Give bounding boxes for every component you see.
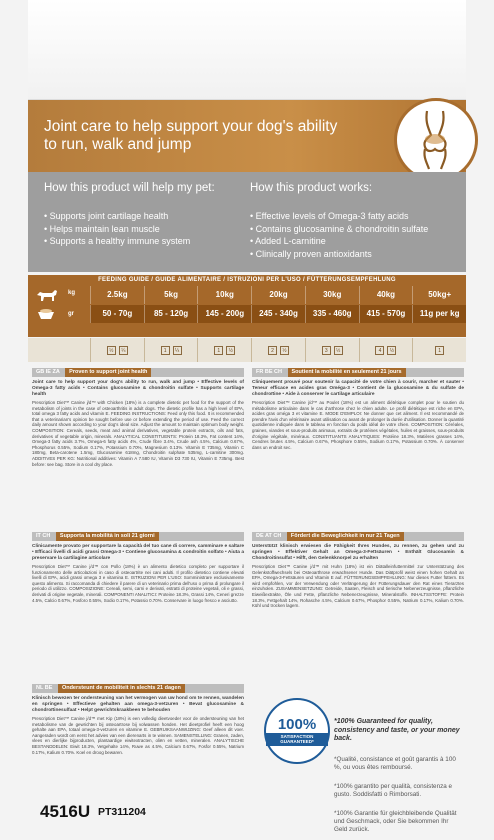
weight-cell: 2.5kg — [90, 286, 144, 304]
batch-code: PT311204 — [98, 806, 146, 818]
bag-top-area — [28, 0, 466, 100]
amount-cell: 11g per kg — [412, 305, 466, 323]
weight-cell: 10kg — [197, 286, 251, 304]
amount-cell: 50 - 70g — [90, 305, 144, 323]
weight-cell: 30kg — [305, 286, 359, 304]
section-bar-gb — [32, 368, 244, 377]
country-codes: FR BE CH — [256, 369, 282, 375]
section-text-de — [252, 544, 464, 622]
cup-icon: 3 ½ — [305, 338, 359, 362]
how-help-list — [44, 210, 190, 248]
weight-cell: 40kg — [359, 286, 413, 304]
section-tag: Proven to support joint health — [65, 368, 151, 377]
section-lead: Klinisch bewezen ter ondersteuning van het vermogen van uw hond om te rennen, wandelen en springen • Effectieve gehalten aan omega-3-vetzuren • Bevat glucosamine & chondroïtinesulfaat • Helpt gewrichtskraakbeen te behouden — [32, 696, 244, 713]
amount-cell: 145 - 200g — [197, 305, 251, 323]
country-codes: DE AT CH — [256, 533, 282, 539]
section-lead: Unterstützt klinisch erwiesen die Fähigkeit Ihres Hundes, zu rennen, zu gehen und zu springen • Effektiver Gehalt an Omega-3-Fettsäuren • Enthält Glucosamin & Chondroitinsulfat • Hilft, den Gelenkknorpel zu erhalten — [252, 544, 464, 561]
section-tag: Soutient la mobilité en seulement 21 jours — [288, 368, 406, 377]
section-bar-it — [32, 532, 244, 541]
list-item: • Contains glucosamine & chondroitin sulfate — [250, 223, 428, 236]
weight-cell: 5kg — [144, 286, 198, 304]
section-body: Prescription Diet™ Canine j/d™ au Poulet (18%) est un aliment diététique complet pour le soutien du métabolisme articulaire dans le cas d'arthrose chez le chien adulte. Le profil diététique est riche en EPA, acides gras oméga 3 et vitamine E. MODE D'EMPLOI: Ne donner que cet aliment. Il est recommandé de prendre l'avis d'un vétérinaire avant utilisation ou avant de prolonger la durée d'utilisation. Donner la quantité quotidienne indiquée dans le tableau en fonction du poids idéal de votre chien. COMPOSITION: Céréales, graines, viandes et sous-produits animaux, extraits de protéines végétales, huiles et graisses, sous-produits d'origine végétale, minéraux. CONSTITUANTS ANALYTIQUES: Protéine 18.3%, Matières grasses 14%, Cendres brutes 4.5%, Calcium 0.67%, Phosphore 0.55%, Sodium 0.17%, Potassium 0.70%. À conserver dans un endroit sec. — [252, 400, 464, 450]
cup-icons-row — [28, 338, 466, 362]
cup-icon: 4 ½ — [359, 338, 413, 362]
list-item: • Supports a healthy immune system — [44, 235, 190, 248]
badge-text: SATISFACTION GUARANTEED* — [266, 733, 328, 746]
section-bar-de — [252, 532, 464, 541]
section-text-it — [32, 544, 244, 622]
cup-icon: 1 ¼ — [144, 338, 198, 362]
country-codes: NL BE — [36, 685, 53, 691]
section-text-nl — [32, 696, 244, 792]
joint-icon — [394, 98, 478, 182]
country-codes: IT CH — [36, 533, 51, 539]
section-tag: Ondersteunt de mobiliteit in slechts 21 dagen — [58, 684, 185, 693]
section-tag: Fördert die Beweglichkeit in nur 21 Tagen — [287, 532, 404, 541]
country-codes: GB IE ZA — [36, 369, 60, 375]
list-item: • Clinically proven antioxidants — [250, 248, 428, 261]
guarantee-it: *100% garantito per qualità, consistenza e gusto. Soddisfatti o Rimborsati. — [334, 783, 452, 798]
section-body: Prescription Diet™ Canine j/d™ mit Huhn (18%) ist ein Diätalleinfuttermittel zur Unterstützung des Gelenkstoffwechsels bei Osteoarthrose erwachsener Hunde. Das Diätprofil weist einen hohen Gehalt an EPA, Omega-3-Fettsäuren und Vitamin E auf. FÜTTERUNGSEMPFEHLUNG: Nur dieses Futter füttern. Es wird empfohlen, vor der Verwendung oder Verlängerung der Fütterungsdauer den Rat eines Tierarztes einzuholen. ZUSAMMENSETZUNG: Getreide, Saaten, Fleisch und tierische Nebenerzeugnisse, pflanzliche Eiweißextrakte, Öle und Fette, pflanzliche Nebenerzeugnisse, Mineralstoffe. INHALTSSTOFFE: Protein 18.3%, Fettgehalt 14%, Rohasche 4.5%, Calcium 0.67%, Phosphor 0.55%, Natrium 0.17%, Kalium 0.70%. Kühl und trocken lagern. — [252, 564, 464, 609]
list-item: • Added L-carnitine — [250, 235, 428, 248]
amount-row — [90, 305, 466, 323]
guarantee-fr: *Qualité, consistance et goût garantis à 100 %, ou vous êtes remboursé. — [334, 756, 456, 771]
how-works-list — [250, 210, 428, 260]
guarantee-en: *100% Guaranteed for quality, consistency and taste, or your money back. — [334, 718, 460, 743]
section-tag: Supporta la mobilità in soli 21 giorni — [56, 532, 159, 541]
kg-unit: kg — [68, 290, 76, 296]
section-text-fr — [252, 380, 464, 450]
section-lead: Clinicamente provato per supportare la capacità del tuo cane di correre, camminare e saltare • Efficaci livelli di acidi grassi Omega-3 • Contiene glucosamina & condroitin solfato • Aiuta a preservare la cartilagine articolare — [32, 544, 244, 561]
weight-cell: 20kg — [251, 286, 305, 304]
list-item: • Helps maintain lean muscle — [44, 223, 190, 236]
product-code: 4516U — [40, 802, 91, 821]
how-works-title: How this product works: — [250, 182, 373, 194]
section-text-gb — [32, 380, 244, 467]
section-bar-nl — [32, 684, 244, 693]
cup-icon: 1 — [412, 338, 466, 362]
bowl-icon — [36, 307, 56, 321]
weight-cell: 50kg+ — [412, 286, 466, 304]
amount-cell: 415 - 570g — [359, 305, 413, 323]
cup-icon: 2 ½ — [251, 338, 305, 362]
feeding-guide-title: FEEDING GUIDE / GUIDE ALIMENTAIRE / ISTRUZIONI PER L'USO / FÜTTERUNGSEMPFEHLUNG — [98, 277, 396, 283]
list-item: • Supports joint cartilage health — [44, 210, 190, 223]
section-bar-fr — [252, 368, 464, 377]
badge-percent: 100% — [277, 715, 317, 733]
amount-cell: 335 - 460g — [305, 305, 359, 323]
section-lead: Joint care to help support your dog's ability to run, walk and jump • Effective levels of Omega-3 fatty acids • Contains glucosamine & chondroitin sulfate • Supports cartilage health — [32, 380, 244, 397]
cup-icon: 1 ½ — [197, 338, 251, 362]
section-lead: Cliniquement prouvé pour soutenir la capacité de votre chien à courir, marcher et sauter • Teneur efficace en acides gras Oméga-3 • Contient de la glucosamine & du sulfate de chondroïtine • Aide à conserver le cartilage articulaire — [252, 380, 464, 397]
dog-icon — [34, 287, 60, 303]
section-body: Prescription Diet™ Canine j/d™ with Chicken (18%) is a complete dietetic pet food for the support of the metabolism of joints in the case of osteoarthritis in adult dogs. The dietetic profile has a high level of EPA, total omega 3 fatty acids and vitamin E. FEEDING INSTRUCTIONS: Feed only this food. It is recommended that a veterinarian's opinion be sought before use or before extending the period of use. Feed the correct daily amount shown according to your dog's ideal size. Adjust the amount to maintain optimum body weight. COMPOSITION: Cereals, seeds, meat and animal derivatives, vegetable protein extracts, oils and fats, derivatives of vegetable origin, minerals. ANALYTICAL CONSTITUENTS: Protein 18.3%, Fat content 14%, Omega-3 fatty acids 3.7%, Omega-6 fatty acids 4%, Crude fibre 3.4%, Crude ash 4.5%, Calcium 0.67%, Phosphorus 0.55%, Sodium 0.17%, Potassium 0.70%, Magnesium 0.13%. Vitamin E 735mg, Vitamin C 180mg, Beta-carotene 1.5mg, Glucosamine 618mg, Chondroitin sulphate 535mg, L-carnitine 300mg. ADDITIVES PER KG: Nutritional additives: Vitamin A 7.580 IU, Vitamin D3 730 IU, Vitamin E 735mg. Best before: see bag. Store in a cool dry place. — [32, 400, 244, 467]
gr-unit: gr — [68, 311, 74, 317]
section-body: Prescription Diet™ Canine j/d™ met Kip (18%) is een volledig dieetvoeder voor de ondersteuning van het metabolisme van de gewrichten bij osteoartrose bij volwassen honden. Het dieetprofiel heeft een hoog gehalte aan EPA, totaal omega-3-vetzuren en vitamine E. GEBRUIKSAANWIJZING: Geef alleen dit voer. Aangeraden wordt om eerst het advies van een dierenarts in te winnen. SAMENSTELLING: Granen, zaden, vlees en dierlijke bijproducten, plantaardige eiwitextracten, oliën en vetten, mineralen. ANALYTISCHE BESTANDDELEN: Eiwit 18.3%, Vetgehalte 14%, Ruwe as 4.5%, Calcium 0.67%, Fosfor 0.55%, Natrium 0.17%, Kalium 0.70%. Koel en droog bewaren. — [32, 716, 244, 755]
satisfaction-badge — [264, 698, 330, 764]
amount-cell: 245 - 340g — [251, 305, 305, 323]
hero-headline: Joint care to help support your dog's ability to run, walk and jump — [44, 118, 338, 153]
how-help-title: How this product will help my pet: — [44, 182, 215, 194]
feeding-guide-table — [28, 275, 466, 337]
weight-row — [90, 286, 466, 304]
amount-cell: 85 - 120g — [144, 305, 198, 323]
list-item: • Effective levels of Omega-3 fatty acids — [250, 210, 428, 223]
guarantee-de: *100% Garantie für gleichbleibende Qualität und Geschmack, oder Sie bekommen Ihr Geld zurück. — [334, 810, 457, 833]
cup-icon: ½ ¼ — [90, 338, 144, 362]
section-body: Prescription Diet™ Canine j/d™ con Pollo (18%) è un alimento dietetico completo per supportare il funzionamento delle articolazioni in caso di osteoartrite nei cani adulti. Il profilo dietetico contiene elevati livelli di EPA, acidi grassi omega 3 e vitamina E. ISTRUZIONI PER L'USO: Somministrare esclusivamente questo alimento. Si raccomanda di chiedere il parere di un veterinario prima dell'uso o prima di prolungare il periodo di utilizzo. COMPOSIZIONE: Cereali, semi, carni e derivati, estratti di proteine vegetali, oli e grassi, derivati di origine vegetale, minerali. COMPONENTI ANALITICI: Proteine 18.3%, Grassi 14%, Ceneri grezze 4.5%, Calcio 0.67%, Fosforo 0.55%, Sodio 0.17%, Potassio 0.70%. Conservare in luogo fresco e asciutto. — [32, 564, 244, 603]
